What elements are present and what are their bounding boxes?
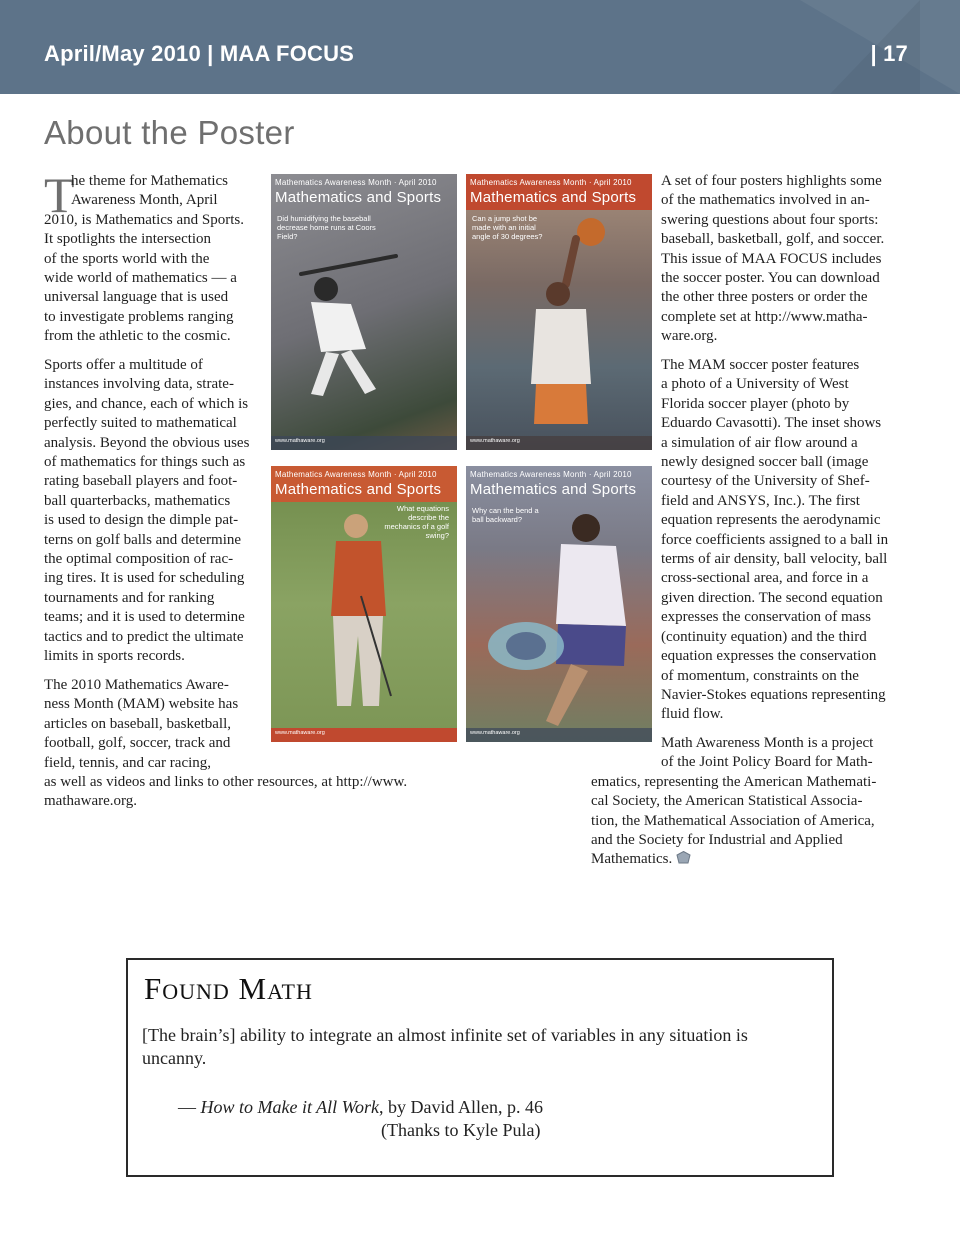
text-line: complete set at http://www.matha- xyxy=(661,308,868,325)
text-line: universal language that is used xyxy=(44,289,229,306)
text-line: Navier-Stokes equations representing xyxy=(661,686,886,703)
text-line: It spotlights the intersection xyxy=(44,231,212,248)
text-line: swering questions about four sports: xyxy=(661,211,879,228)
poster-golf xyxy=(271,466,457,742)
text-line: and the Society for Industrial and Applied xyxy=(591,832,843,849)
text-line: Florida soccer player (photo by xyxy=(661,395,850,412)
found-math-title xyxy=(144,971,313,1007)
cite-book-title: How to Make it All Work xyxy=(200,1097,379,1117)
text-line: tournaments and for ranking xyxy=(44,589,215,606)
text-line: Math Awareness Month is a project xyxy=(661,735,874,751)
text-line: the soccer poster. You can download xyxy=(661,270,880,287)
text-line: The MAM soccer poster features xyxy=(661,357,860,373)
article-col1-p1 xyxy=(44,167,264,347)
text-line: wide world of mathematics — a xyxy=(44,270,237,287)
text-line: a photo of a University of West xyxy=(661,376,849,393)
poster-kicker: Mathematics Awareness Month · April 2010 xyxy=(470,470,632,479)
text-line: teams; and it is used to determine xyxy=(44,609,245,626)
found-math-quote xyxy=(142,1024,748,1070)
text-line: (continuity equation) and the third xyxy=(661,628,867,645)
article-col2-p2 xyxy=(661,356,911,725)
found-math-box xyxy=(126,958,834,1177)
text-line: of the sports world with the xyxy=(44,250,210,267)
text-line: ness Month (MAM) website has xyxy=(44,696,239,713)
poster-question: Can a jump shot be made with an initial angle of 30 degrees? xyxy=(472,214,543,241)
poster-title: Mathematics and Sports xyxy=(275,189,442,206)
text-line: field, tennis, and car racing, xyxy=(44,754,212,771)
text-line: of the mathematics involved in an- xyxy=(661,192,870,209)
player-figure xyxy=(496,214,626,444)
text-line: limits in sports records. xyxy=(44,648,185,665)
text-line: This issue of MAA FOCUS includes xyxy=(661,250,882,267)
text-line: the other three posters or order the xyxy=(661,289,868,306)
found-math-citation xyxy=(178,1096,543,1119)
text-line: football, golf, soccer, track and xyxy=(44,735,231,752)
text-line: tion, the Mathematical Association of America, xyxy=(591,812,875,829)
poster-title: Mathematics and Sports xyxy=(470,189,637,206)
text-line: as well as videos and links to other resources, at http://www. xyxy=(44,774,408,791)
article-col2-p3 xyxy=(591,734,911,870)
soccer-player-figure xyxy=(476,506,646,736)
text-line: cal Society, the American Statistical Associa- xyxy=(591,793,863,810)
poster-title: Mathematics and Sports xyxy=(470,481,637,498)
text-line-end: Mathematics. xyxy=(591,851,673,868)
poster-kicker: Mathematics Awareness Month · April 2010 xyxy=(275,470,437,479)
text-line: 2010, is Mathematics and Sports. xyxy=(44,211,244,228)
text-line: Awareness Month, April xyxy=(71,192,218,209)
text-line: A set of four posters highlights some xyxy=(661,173,882,189)
maa-end-logo-icon xyxy=(676,851,691,864)
text-line: equation represents the aerodynamic xyxy=(661,512,881,529)
text-line: the optimal composition of rac- xyxy=(44,551,234,568)
text-line: expresses the conservation of mass xyxy=(661,609,871,626)
text-line: from the athletic to the cosmic. xyxy=(44,328,231,345)
found-math-title-text: Found Math xyxy=(144,971,313,1006)
text-line: instances involving data, strate- xyxy=(44,376,234,393)
poster-kicker: Mathematics Awareness Month · April 2010 xyxy=(275,178,437,187)
text-line: perfectly suited to mathematical xyxy=(44,415,237,432)
poster-footer: www.mathaware.org xyxy=(466,436,652,450)
text-line: ing tires. It is used for scheduling xyxy=(44,570,245,587)
text-line: rating baseball players and foot- xyxy=(44,473,238,490)
issue-label: April/May 2010 | MAA FOCUS xyxy=(44,41,355,66)
text-line: analysis. Beyond the obvious uses xyxy=(44,434,250,451)
poster-kicker: Mathematics Awareness Month · April 2010 xyxy=(470,178,632,187)
text-line xyxy=(591,850,911,869)
text-line: terns on golf balls and determine xyxy=(44,531,242,548)
text-line: ware.org. xyxy=(661,328,718,345)
poster-footer: www.mathaware.org xyxy=(271,728,457,742)
poster-basketball xyxy=(466,174,652,450)
article-col1-p2 xyxy=(44,356,264,667)
text-line: fluid flow. xyxy=(661,706,724,723)
poster-title: Mathematics and Sports xyxy=(275,481,442,498)
text-line: force coefficients assigned to a ball in xyxy=(661,531,889,548)
text-line: tactics and to predict the ultimate xyxy=(44,628,244,645)
text-line: baseball, basketball, golf, and soccer. xyxy=(661,231,885,248)
text-line: Eduardo Cavasotti). The inset shows xyxy=(661,415,882,432)
page-header xyxy=(0,0,960,94)
text-line: of the Joint Policy Board for Math- xyxy=(661,754,873,771)
text-line: articles on baseball, basketball, xyxy=(44,715,232,732)
poster-footer: www.mathaware.org xyxy=(466,728,652,742)
poster-question: Why can the bend a ball backward? xyxy=(472,506,539,524)
text-line: ball quarterbacks, mathematics xyxy=(44,492,231,509)
text-line: is used to design the dimple pat- xyxy=(44,512,239,529)
found-math-thanks: (Thanks to Kyle Pula) xyxy=(381,1120,541,1140)
text-line: given direction. The second equation xyxy=(661,589,883,606)
drop-cap: T xyxy=(44,167,75,223)
cite-details: , by David Allen, p. 46 xyxy=(379,1097,543,1117)
text-line: Sports offer a multitude of xyxy=(44,357,203,373)
page-number: | 17 xyxy=(870,41,908,66)
text-line: terms of air density, ball velocity, ball xyxy=(661,551,888,568)
text-line: of mathematics for things such as xyxy=(44,454,246,471)
text-line: equation expresses the conservation xyxy=(661,648,877,665)
quote-line: [The brain’s] ability to integrate an almost infinite set of variables in any situation is xyxy=(142,1025,748,1045)
poster-question: Did humidifying the baseball decrease home runs at Coors Field? xyxy=(277,214,376,241)
text-line: ematics, representing the American Mathemati- xyxy=(591,773,877,790)
article-title: About the Poster xyxy=(44,114,295,151)
batter-figure xyxy=(281,254,401,404)
text-line: cross-sectional area, and force in a xyxy=(661,570,869,587)
text-line: newly designed soccer ball (image xyxy=(661,454,869,471)
text-line: gies, and chance, each of which is xyxy=(44,395,249,412)
quote-line: uncanny. xyxy=(142,1048,207,1068)
poster-footer: www.mathaware.org xyxy=(271,436,457,450)
text-line: to investigate problems ranging xyxy=(44,308,234,325)
text-line: field and ANSYS, Inc.). The first xyxy=(661,492,860,509)
article-col2-p1 xyxy=(661,172,911,347)
text-line: he theme for Mathematics xyxy=(71,173,229,189)
text-line: mathaware.org. xyxy=(44,793,138,810)
text-line: courtesy of the University of Shef- xyxy=(661,473,870,490)
text-line: a simulation of air flow around a xyxy=(661,434,858,451)
text-line: of momentum, constraints on the xyxy=(661,667,859,684)
poster-soccer xyxy=(466,466,652,742)
cite-dash: — xyxy=(178,1097,201,1117)
poster-question: What equations describe the mechanics of a golf swing? xyxy=(384,504,449,540)
poster-baseball xyxy=(271,174,457,450)
text-line: The 2010 Mathematics Aware- xyxy=(44,677,229,693)
